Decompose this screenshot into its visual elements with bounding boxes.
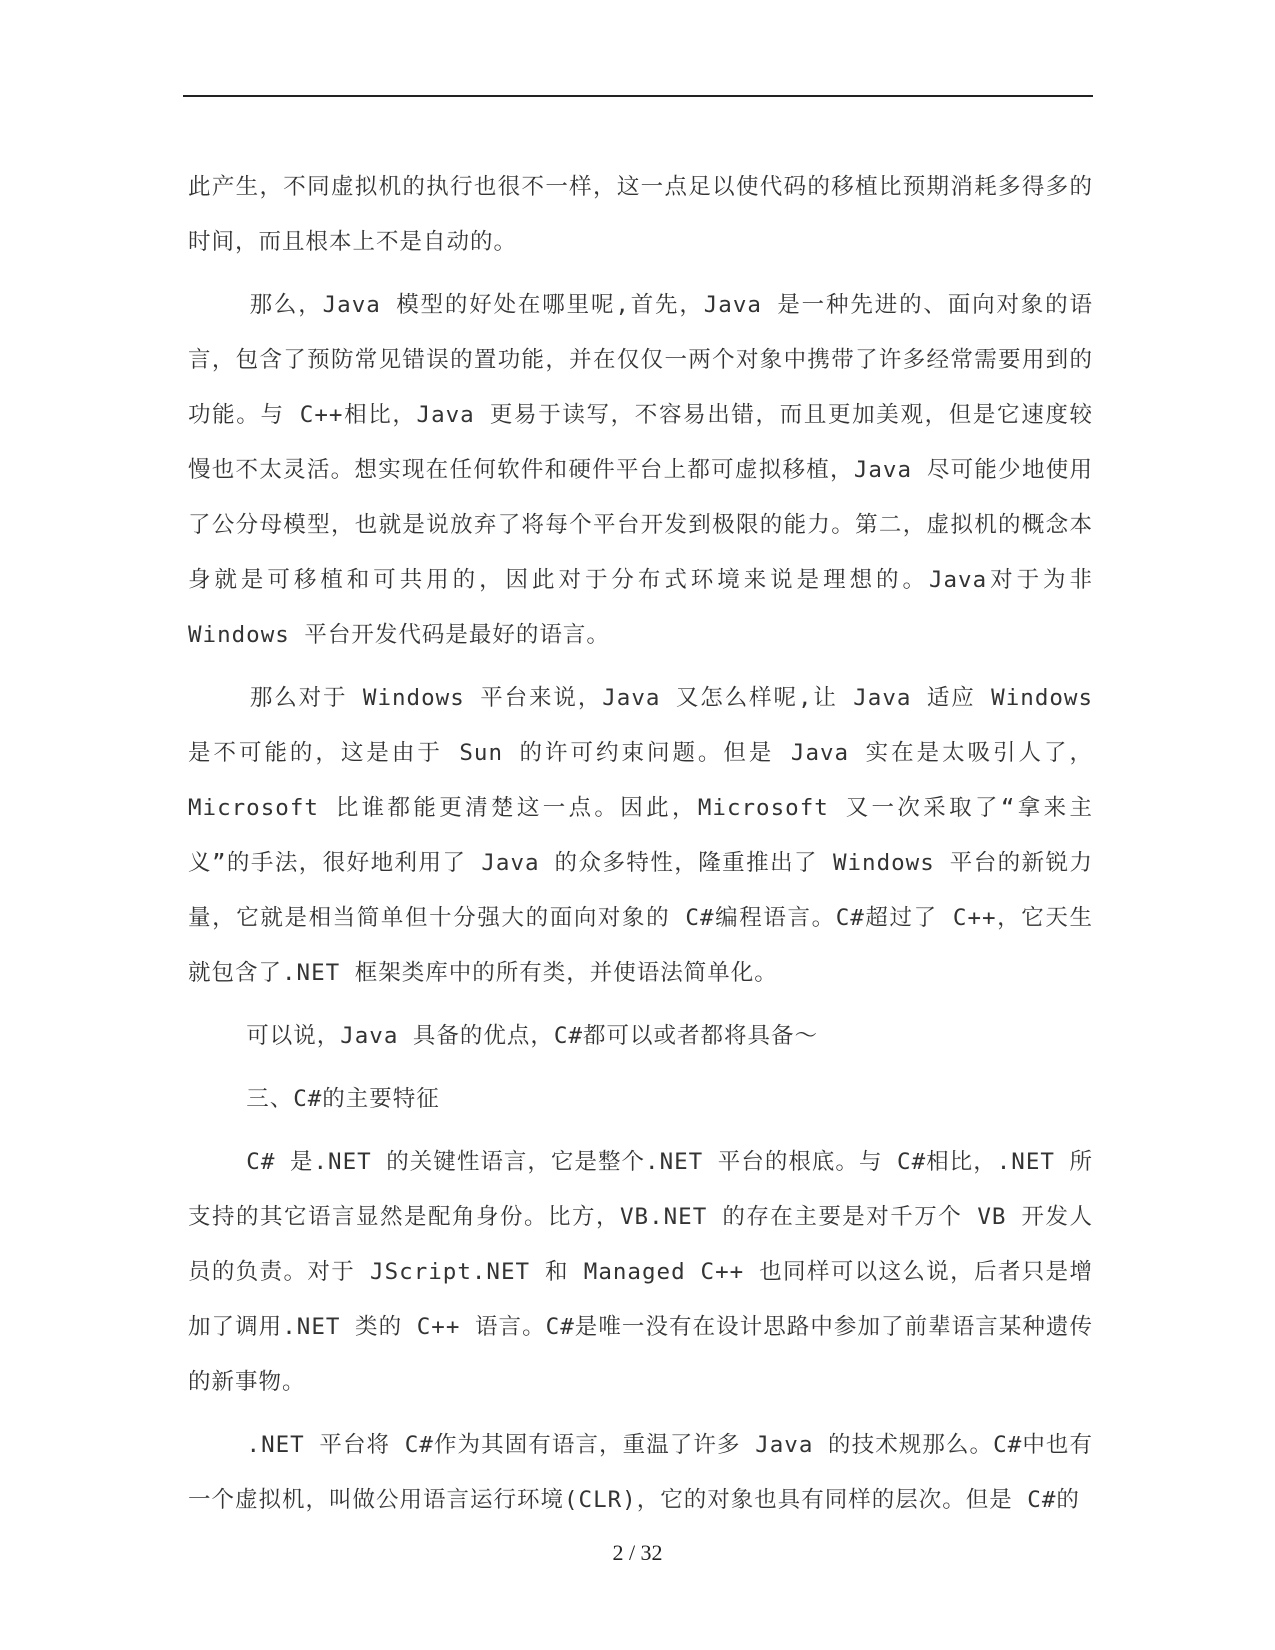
header-rule bbox=[183, 95, 1093, 97]
paragraph-5: C# 是.NET 的关键性语言，它是整个.NET 平台的根底。与 C#相比，.NET 所支持的其它语言显然是配角身份。比方，VB.NET 的存在主要是对千万个 VB 开发人员的负责。对于 JScript.NET 和 Managed C++ 也同样可以这么说，后者只是增加了调用.NET 类的 C++ 语言。C#是唯一没有在设计思路中参加了前辈语言某种遗传的新事物。 bbox=[188, 1149, 1093, 1395]
document-body bbox=[188, 160, 1108, 1536]
paragraph-2: 那么，Java 模型的好处在哪里呢,首先，Java 是一种先进的、面向对象的语言，包含了预防常见错误的置功能，并在仅仅一两个对象中携带了许多经常需要用到的功能。与 C++相比，Java 更易于读写，不容易出错，而且更加美观，但是它速度较慢也不太灵活。想实现在任何软件和硬件平台上都可虚拟移植，Java 尽可能少地使用了公分母模型，也就是说放弃了将每个平台开发到极限的能力。第二，虚拟机的概念本身就是可移植和可共用的，因此对于分布式环境来说是理想的。Java对于为非 Windows 平台开发代码是最好的语言。 bbox=[188, 292, 1108, 648]
paragraph-3: 那么对于 Windows 平台来说，Java 又怎么样呢,让 Java 适应 Windows 是不可能的，这是由于 Sun 的许可约束问题。但是 Java 实在是太吸引人了，Microsoft 比谁都能更清楚这一点。因此，Microsoft 又一次采取了“拿来主义”的手法，很好地利用了 Java 的众多特性，隆重推出了 Windows 平台的新锐力量，它就是相当简单但十分强大的面向对象的 C#编程语言。C#超过了 C++，它天生就包含了.NET 框架类库中的所有类，并使语法简单化。 bbox=[188, 685, 1108, 986]
page-number: 2 / 32 bbox=[612, 1540, 663, 1565]
paragraph-4: 可以说，Java 具备的优点，C#都可以或者都将具备～ bbox=[188, 1023, 819, 1049]
section-heading: 三、C#的主要特征 bbox=[188, 1086, 440, 1112]
paragraph-1: 此产生，不同虚拟机的执行也很不一样，这一点足以使代码的移植比预期消耗多得多的时间，而且根本上不是自动的。 bbox=[188, 174, 1093, 255]
paragraph-6: .NET 平台将 C#作为其固有语言，重温了许多 Java 的技术规那么。C#中也有一个虚拟机，叫做公用语言运行环境(CLR)，它的对象也具有同样的层次。但是 C#的 bbox=[188, 1432, 1093, 1513]
